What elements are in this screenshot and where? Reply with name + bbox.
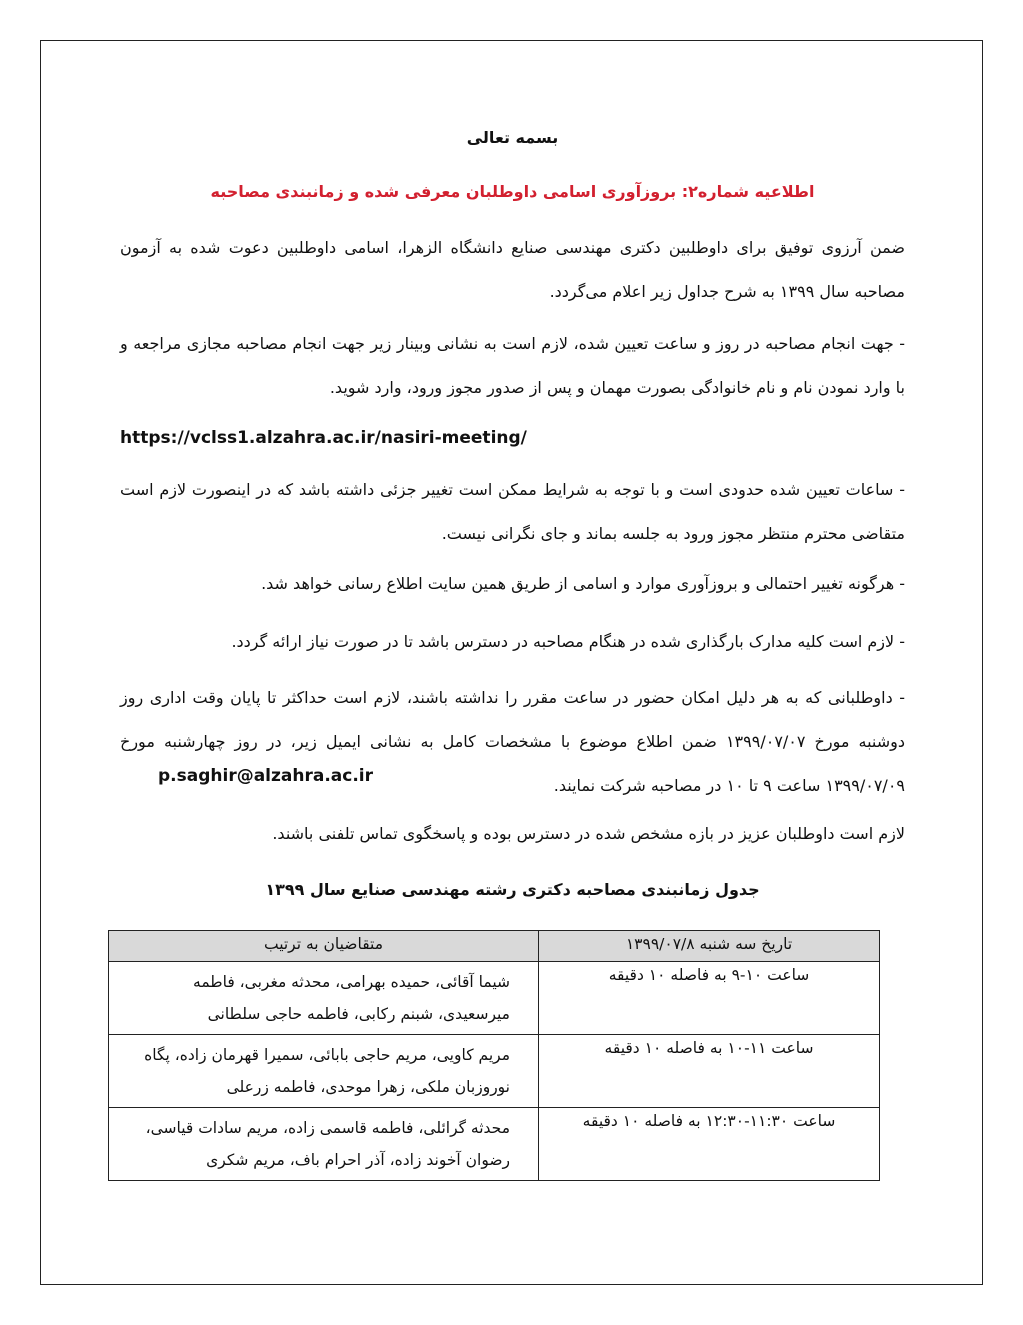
row-time: ساعت ۱۱:۳۰-۱۲:۳۰ به فاصله ۱۰ دقیقه — [539, 1108, 880, 1181]
table-row — [109, 1035, 880, 1108]
row-names: محدثه گرائلی، فاطمه قاسمی زاده، مریم سادات قیاسی، رضوان آخوند زاده، آذر احرام باف، مریم شکری — [109, 1108, 539, 1181]
header-date: تاریخ سه شنبه ۱۳۹۹/۰۷/۸ — [539, 931, 880, 962]
email-address[interactable]: p.saghir@alzahra.ac.ir — [158, 766, 373, 786]
changes-paragraph: - هرگونه تغییر احتمالی و بروزآوری موارد و اسامی از طریق همین سایت اطلاع رسانی خواهد شد. — [261, 574, 905, 593]
row-time: ساعت ۱۰-۹ به فاصله ۱۰ دقیقه — [539, 962, 880, 1035]
phone-paragraph: لازم است داوطلبان عزیز در بازه مشخص شده در دسترس بوده و پاسخگوی تماس تلفنی باشند. — [272, 824, 905, 843]
documents-paragraph: - لازم است کلیه مدارک بارگذاری شده در هنگام مصاحبه در دسترس باشد تا در صورت نیاز ارائه گردد. — [231, 632, 905, 651]
intro-paragraph: ضمن آرزوی توفیق برای داوطلبین دکتری مهندسی صنایع دانشگاه الزهرا، اسامی داوطلبین دعوت شده به آزمون مصاحبه سال ۱۳۹۹ به شرح جداول زیر اعلام می‌گردد. — [120, 238, 905, 301]
hours-paragraph: - ساعات تعیین شده حدودی است و با توجه به شرایط ممکن است تغییر جزئی داشته باشد که در اینصورت لازم است متقاضی محترم منتظر مجوز ورود به جلسه بماند و جای نگرانی نیست. — [120, 480, 905, 543]
table-header-row — [109, 931, 880, 962]
webinar-paragraph: - جهت انجام مصاحبه در روز و ساعت تعیین شده، لازم است به نشانی وبینار زیر جهت انجام مصاحبه مجازی مراجعه و با وارد نمودن نام و نام خانوادگی بصورت مهمان و پس از صدور مجوز ورود، وارد شوید. — [120, 334, 905, 397]
row-names: مریم کاویی، مریم حاجی بابائی، سمیرا قهرمان زاده، پگاه نوروزبان ملکی، زهرا موحدی، فاطمه زرعلی — [109, 1035, 539, 1108]
absence-text: - داوطلبانی که به هر دلیل امکان حضور در ساعت مقرر را نداشته باشند، لازم است حداکثر تا پایان وقت اداری روز دوشنبه مورخ ۱۳۹۹/۰۷/۰۷ ضمن اطلاع موضوع با مشخصات کامل به نشانی ایمیل زیر، در روز چهارشنبه مورخ ۱۳۹۹/۰۷/۰۹ ساعت ۹ تا ۱۰ در مصاحبه شرکت نمایند. — [120, 688, 905, 795]
header-names: متقاضیان به ترتیب — [109, 931, 539, 962]
table-caption: جدول زمانبندی مصاحبه دکتری رشته مهندسی صنایع سال ۱۳۹۹ — [265, 880, 760, 899]
row-names: شیما آقائی، حمیده بهرامی، محدثه مغربی، فاطمه میرسعیدی، شبنم رکابی، فاطمه حاجی سلطانی — [109, 962, 539, 1035]
heading: بسمه تعالی — [466, 128, 559, 147]
announcement-title: اطلاعیه شماره۲: بروزآوری اسامی داوطلبان معرفی شده و زمانبندی مصاحبه — [210, 182, 815, 201]
row-time: ساعت ۱۱-۱۰ به فاصله ۱۰ دقیقه — [539, 1035, 880, 1108]
table-row — [109, 962, 880, 1035]
absence-paragraph — [120, 676, 905, 808]
table-row — [109, 1108, 880, 1181]
schedule-table — [108, 930, 880, 1181]
webinar-link[interactable]: https://vclss1.alzahra.ac.ir/nasiri-meeting/ — [120, 428, 527, 448]
